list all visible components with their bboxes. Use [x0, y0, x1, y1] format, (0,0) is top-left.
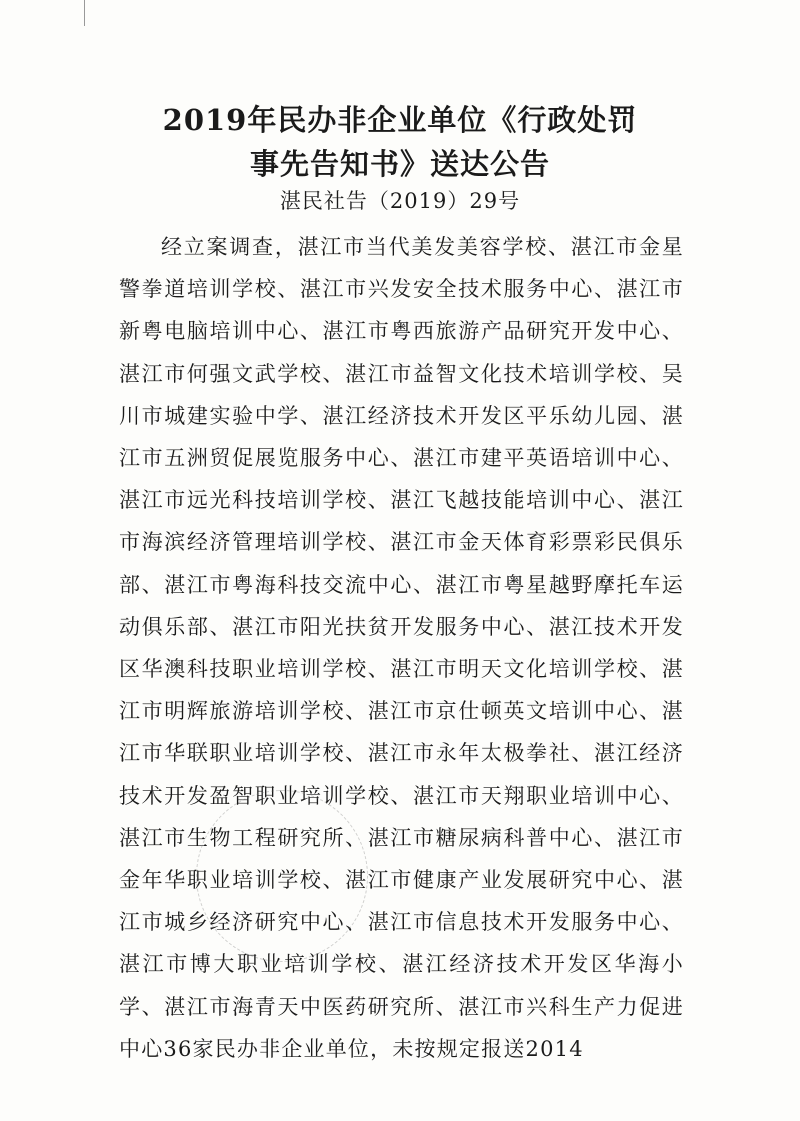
- document-title-line2: 事先告知书》送达公告: [249, 147, 550, 181]
- document-number: 湛民社告（2019）29号: [279, 189, 521, 213]
- document-title-line1: 2019年民办非企业单位《行政处罚: [162, 103, 638, 137]
- body-paragraph: 经立案调查，湛江市当代美发美容学校、湛江市金星警拳道培训学校、湛江市兴发安全技术服务中心、湛江市新粤电脑培训中心、湛江市粤西旅游产品研究开发中心、湛江市何强文武学校、湛江市益智文化技术培训学校、吴川市城建实验中学、湛江经济技术开发区平乐幼儿园、湛江市五洲贸促展览服务中心、湛江市建平英语培训中心、湛江市远光科技培训学校、湛江飞越技能培训中心、湛江市海滨经济管理培训学校、湛江市金天体育彩票彩民俱乐部、湛江市粤海科技交流中心、湛江市粤星越野摩托车运动俱乐部、湛江市阳光扶贫开发服务中心、湛江技术开发区华澳科技职业培训学校、湛江市明天文化培训学校、湛江市明辉旅游培训学校、湛江市京仕顿英文培训中心、湛江市华联职业培训学校、湛江市永年太极拳社、湛江经济技术开发盈智职业培训学校、湛江市天翔职业培训中心、湛江市生物工程研究所、湛江市糖尿病科普中心、湛江市金年华职业培训学校、湛江市健康产业发展研究中心、湛江市城乡经济研究中心、湛江市信息技术开发服务中心、湛江市博大职业培训学校、湛江经济技术开发区华海小学、湛江市海青天中医药研究所、湛江市兴科生产力促进中心36家民办非企业单位，未按规定报送2014: [119, 235, 684, 1061]
- scan-edge-mark: [84, 0, 85, 26]
